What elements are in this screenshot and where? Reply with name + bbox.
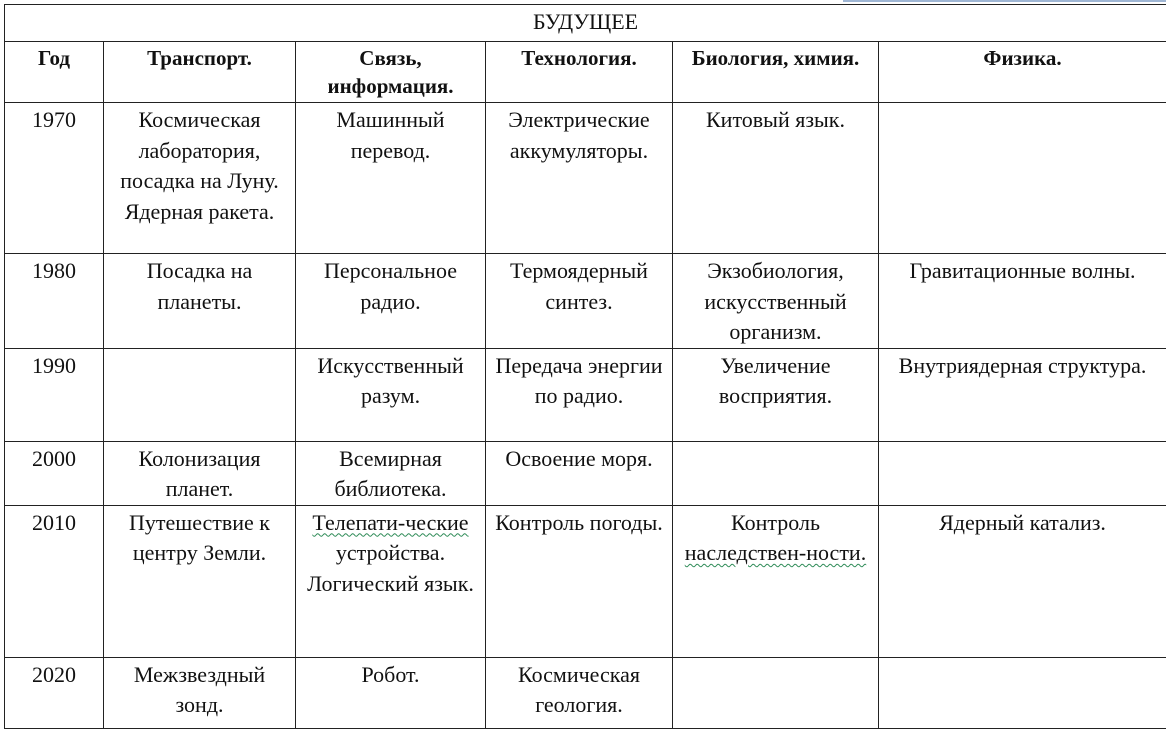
transport-cell: Посадка на планеты.	[104, 254, 296, 349]
transport-cell: Колонизация планет.	[104, 441, 296, 505]
communication-cell: Персональное радио.	[296, 254, 486, 349]
transport-cell	[104, 348, 296, 441]
header-communication: Связь, информация.	[296, 42, 486, 103]
technology-cell: Освоение моря.	[486, 441, 673, 505]
table-row	[5, 505, 1166, 657]
communication-cell: Всемирная библиотека.	[296, 441, 486, 505]
biology-cell	[673, 441, 879, 505]
year-cell: 2000	[5, 441, 104, 505]
physics-cell	[879, 441, 1166, 505]
year-cell: 2020	[5, 657, 104, 728]
technology-cell: Космическая геология.	[486, 657, 673, 728]
technology-cell: Электрические аккумуляторы.	[486, 103, 673, 254]
technology-cell: Передача энергии по радио.	[486, 348, 673, 441]
year-cell: 1980	[5, 254, 104, 349]
physics-cell	[879, 103, 1166, 254]
biology-cell: Экзобиология, искусственный организм.	[673, 254, 879, 349]
header-physics: Физика.	[879, 42, 1166, 103]
transport-cell: Путешествие к центру Земли.	[104, 505, 296, 657]
biology-cell	[673, 657, 879, 728]
communication-cell: Искусственный разум.	[296, 348, 486, 441]
window-edge-line	[843, 0, 1166, 2]
table-row	[5, 103, 1166, 254]
header-transport: Транспорт.	[104, 42, 296, 103]
table-row	[5, 657, 1166, 728]
table-row	[5, 441, 1166, 505]
communication-cell: Робот.	[296, 657, 486, 728]
header-year: Год	[5, 42, 104, 103]
technology-cell: Контроль погоды.	[486, 505, 673, 657]
table-title: БУДУЩЕЕ	[5, 5, 1166, 42]
transport-cell: Межзвездный зонд.	[104, 657, 296, 728]
spellcheck-word: Телепати-ческие	[312, 509, 469, 535]
cell-text: устройства. Логический язык.	[307, 540, 474, 596]
communication-cell: Машинный перевод.	[296, 103, 486, 254]
biology-cell	[673, 505, 879, 657]
spellcheck-word: наследствен-ности.	[684, 540, 867, 565]
biology-cell: Китовый язык.	[673, 103, 879, 254]
year-cell: 1970	[5, 103, 104, 254]
physics-cell	[879, 657, 1166, 728]
table-row	[5, 348, 1166, 441]
technology-cell: Термоядерный синтез.	[486, 254, 673, 349]
physics-cell: Ядерный катализ.	[879, 505, 1166, 657]
communication-cell	[296, 505, 486, 657]
transport-cell: Космическая лаборатория, посадка на Луну. Ядерная ракета.	[104, 103, 296, 254]
table-row	[5, 254, 1166, 349]
future-table	[4, 4, 1166, 729]
header-biology: Биология, химия.	[673, 42, 879, 103]
physics-cell: Внутриядерная структура.	[879, 348, 1166, 441]
header-technology: Технология.	[486, 42, 673, 103]
physics-cell: Гравитационные волны.	[879, 254, 1166, 349]
year-cell: 2010	[5, 505, 104, 657]
year-cell: 1990	[5, 348, 104, 441]
cell-text: Контроль	[731, 509, 820, 535]
biology-cell: Увеличение восприятия.	[673, 348, 879, 441]
